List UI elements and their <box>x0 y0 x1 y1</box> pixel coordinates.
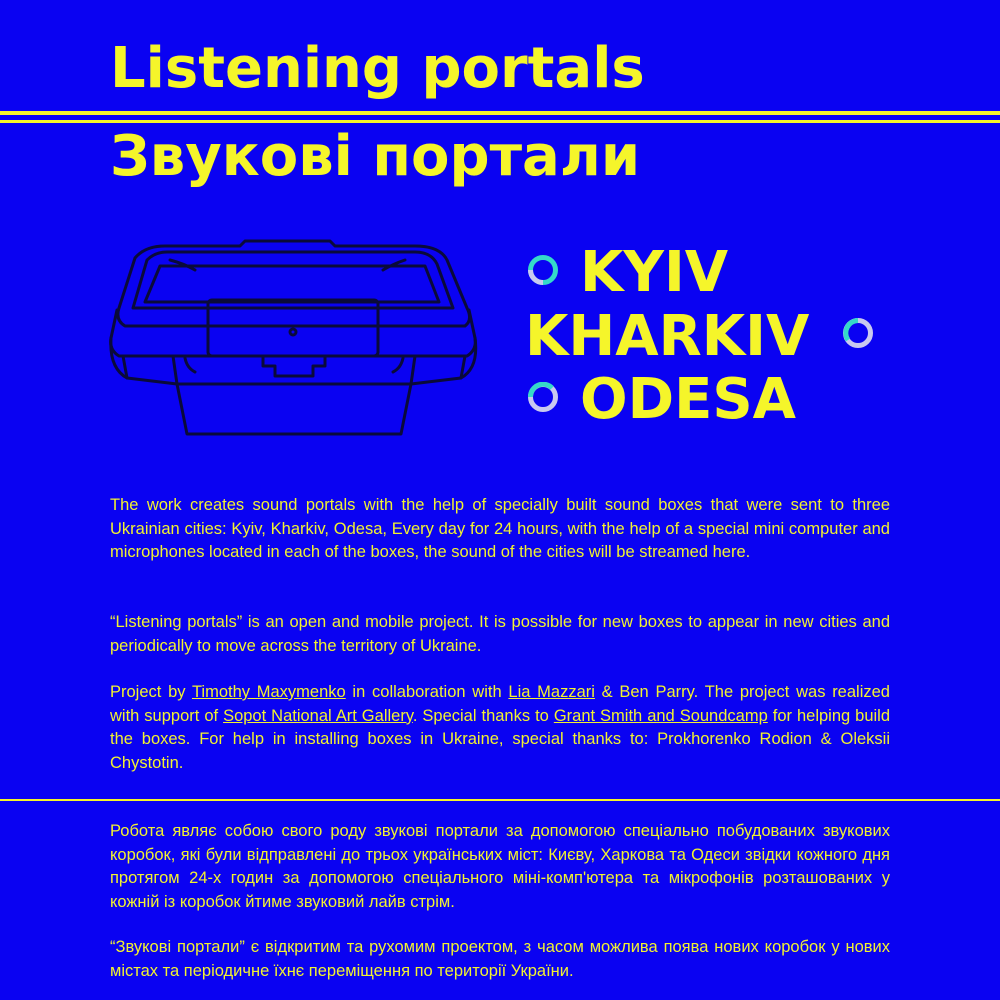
about-paragraph-ua-1: Робота являє собою свого роду звукові портали за допомогою спеціально побудованих звукових коробок, які були відправлені до трьох українських міст: Києву, Харкова та Одеси звідки кожного дня протягом 24-х годин за допомогою спеціального міні-комп'ютера та мікрофонів розташованих у кожній із коробок йтиме звуковий лайв стрім. <box>110 822 890 911</box>
city-odesa: ODESA <box>580 367 797 432</box>
divider-top-thin <box>0 120 1000 123</box>
credits-text: . Special thanks to <box>412 706 554 725</box>
ring-icon <box>528 382 558 412</box>
credits-text: & Ben Parry. The project was realized with support of <box>110 683 890 725</box>
credits-paragraph <box>110 681 890 775</box>
city-kharkiv: KHARKIV <box>525 304 810 369</box>
page-title-en: Listening portals <box>110 36 645 101</box>
ring-icon <box>843 318 873 348</box>
divider-middle <box>0 799 1000 801</box>
about-paragraph-2: “Listening portals” is an open and mobile project. It is possible for new boxes to appear in new cities and periodically to move across the territory of Ukraine. <box>110 613 890 655</box>
link-sopot-gallery[interactable]: Sopot National Art Gallery <box>223 706 413 725</box>
credits-text: Project by <box>110 683 192 701</box>
city-kyiv: KYIV <box>580 240 729 305</box>
credits-text: for helping build the boxes. For help in installing boxes in Ukraine, special thanks to: Prokhorenko Rodion & Oleksii Chystotin. <box>110 706 891 772</box>
link-grant-smith-soundcamp[interactable]: Grant Smith and Soundcamp <box>553 706 768 725</box>
sound-box-icon <box>105 238 480 438</box>
credits-text: in collaboration with <box>345 683 509 701</box>
divider-top <box>0 111 1000 115</box>
about-paragraph-ua-2: “Звукові портали” є відкритим та рухомим проектом, з часом можлива поява нових коробок у нових містах та періодичне їхнє переміщення по території України. <box>110 938 890 980</box>
about-paragraph-1: The work creates sound portals with the help of specially built sound boxes that were sent to three Ukrainian cities: Kyiv, Kharkiv, Odesa, Every day for 24 hours, with the help of a special mini computer and microphones located in each of the boxes, the sound of the cities will be streamed here. <box>110 496 890 561</box>
link-lia-mazzari[interactable]: Lia Mazzari <box>508 683 595 701</box>
link-timothy-maxymenko[interactable]: Timothy Maxymenko <box>191 683 346 701</box>
ring-icon <box>528 255 558 285</box>
page-title-ua: Звукові портали <box>110 124 641 189</box>
